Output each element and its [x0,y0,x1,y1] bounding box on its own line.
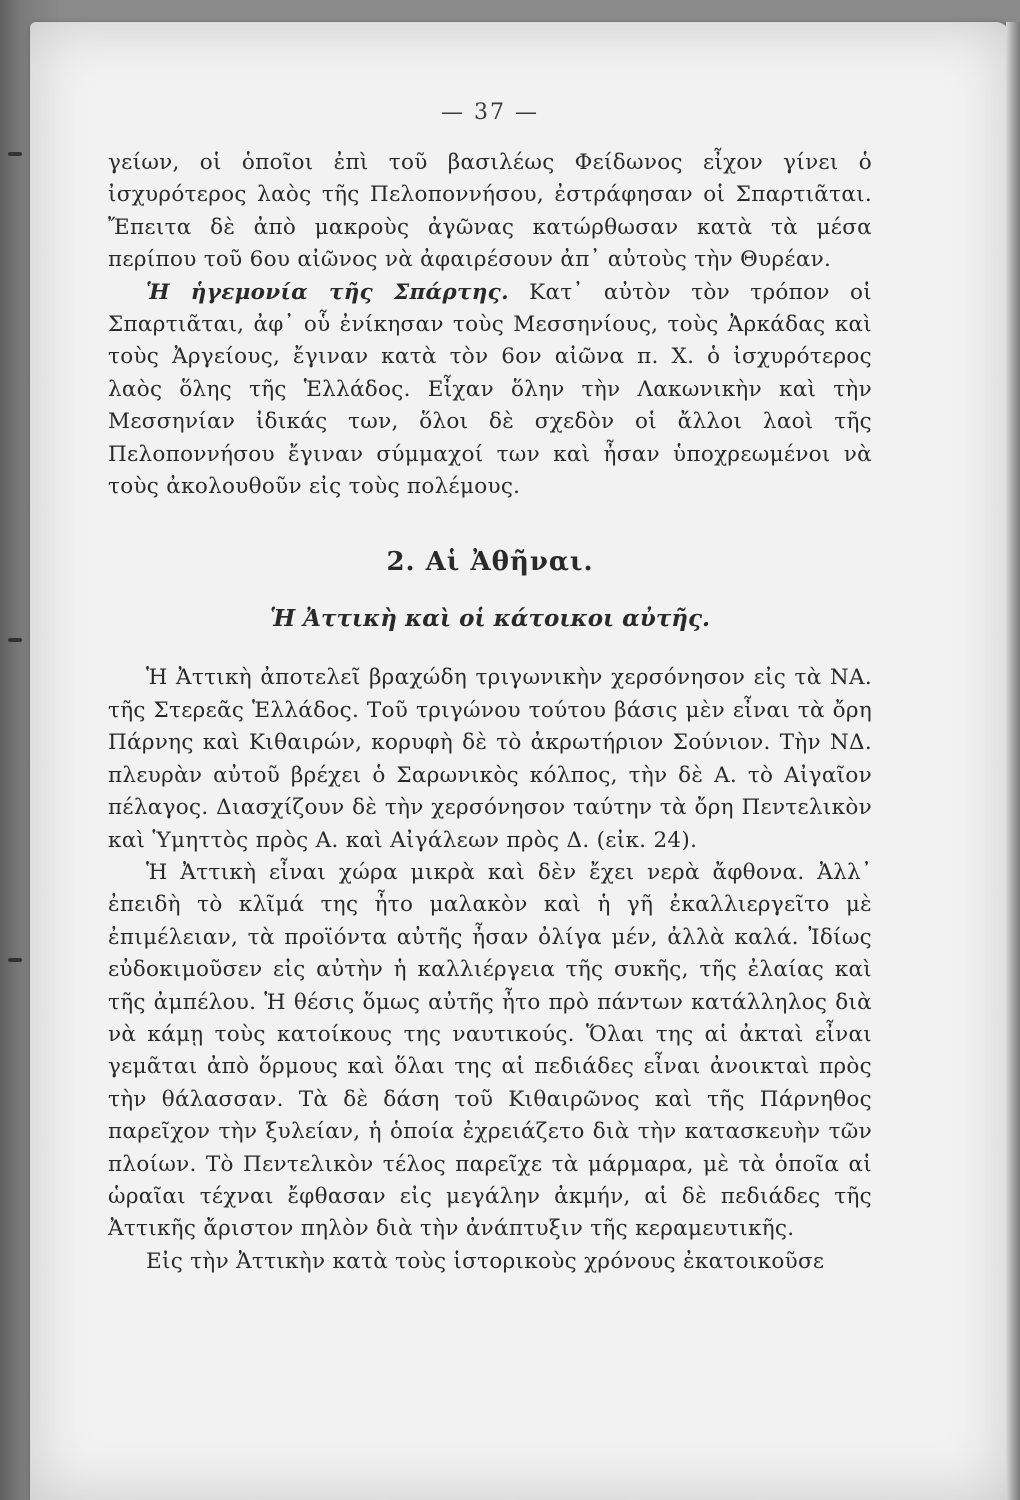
binding-mark [8,638,22,642]
hegemony-paragraph [108,277,872,504]
hegemony-heading: Ἡ ἡγεμονία τῆς Σπάρτης. [146,279,509,305]
intro-paragraph: γείων, οἱ ὁποῖοι ἐπὶ τοῦ βασιλέως Φείδωνος εἶχον γίνει ὁ ἰσχυρότερος λαὸς τῆς Πελοποννήσου, ἐστράφησαν οἱ Σπαρτιᾶται. Ἔπειτα δὲ ἀπὸ μακροὺς ἀγῶνας κατώρθωσαν κατὰ τὰ μέσα περίπου τοῦ 6ου αἰῶνος νὰ ἀφαιρέσουν ἀπ᾽ αὐτοὺς τὴν Θυρέαν. [108,150,872,273]
section-title: 2. Αἱ Ἀθῆναι. [386,547,594,578]
page-content [108,100,872,1278]
binding-mark [8,958,22,962]
subsection-title: Ἡ Ἀττικὴ καὶ οἱ κάτοικοι αὐτῆς. [269,605,711,633]
attica-paragraph-3: Εἰς τὴν Ἀττικὴν κατὰ τοὺς ἱστορικοὺς χρόνους ἐκατοικοῦσε [146,1248,825,1274]
hegemony-text: Κατ᾽ αὐτὸν τὸν τρόπον οἱ Σπαρτιᾶται, ἀφ᾽ οὗ ἐνίκησαν τοὺς Μεσσηνίους, τοὺς Ἀρκάδας καὶ τοὺς Ἀργείους, ἔγιναν κατὰ τὸν 6ον αἰῶνα π. Χ. ὁ ἰσχυρότερος λαὸς ὅλης τῆς Ἑλλάδος. Εἶχαν ὅλην τὴν Λακωνικὴν καὶ τὴν Μεσσηνίαν ἰδικάς των, ὅλοι δὲ σχεδὸν οἱ ἄλλοι λαοὶ τῆς Πελοποννήσου ἔγιναν σύμμαχοί των καὶ ἦσαν ὑποχρεωμένοι νὰ τοὺς ἀκολουθοῦν εἰς τοὺς πολέμους. [108,279,872,500]
attica-paragraph-2: Ἡ Ἀττικὴ εἶναι χώρα μικρὰ καὶ δὲν ἔχει νερὰ ἄφθονα. Ἀλλ᾽ ἐπειδὴ τὸ κλῖμά της ἦτο μαλακὸν καὶ ἡ γῆ ἐκαλλιεργεῖτο μὲ ἐπιμέλειαν, τὰ προϊόντα αὐτῆς ἦσαν ὀλίγα μέν, ἀλλὰ καλά. Ἰδίως εὐδοκιμοῦσεν εἰς αὐτὴν ἡ καλλιέργεια τῆς συκῆς, τῆς ἐλαίας καὶ τῆς ἀμπέλου. Ἡ θέσις ὅμως αὐτῆς ἦτο πρὸ πάντων κατάλληλος διὰ νὰ κάμῃ τοὺς κατοίκους της ναυτικούς. Ὅλαι της αἱ ἀκταὶ εἶναι γεμᾶται ἀπὸ ὅρμους καὶ ὅλαι της αἱ πεδιάδες εἶναι ἀνοικταὶ πρὸς τὴν θάλασσαν. Τὰ δὲ δάση τοῦ Κιθαιρῶνος καὶ τῆς Πάρνηθος παρεῖχον τὴν ξυλείαν, ἡ ὁποία ἐχρειάζετο διὰ τὴν κατασκευὴν τῶν πλοίων. Τὸ Πεντελικὸν τέλος παρεῖχε τὰ μάρμαρα, μὲ τὰ ὁποῖα αἱ ὡραῖαι τέχναι ἔφθασαν εἰς μεγάλην ἀκμήν, αἱ δὲ πεδιάδες τῆς Ἀττικῆς ἄριστον πηλὸν διὰ τὴν ἀνάπτυξιν τῆς κεραμευτικῆς. [108,859,872,1242]
attica-paragraph-1: Ἡ Ἀττικὴ ἀποτελεῖ βραχώδη τριγωνικὴν χερσόνησον εἰς τὰ ΝΑ. τῆς Στερεᾶς Ἑλλάδος. Τοῦ τριγώνου τούτου βάσις μὲν εἶναι τὰ ὄρη Πάρνης καὶ Κιθαιρών, κορυφὴ δὲ τὸ ἀκρωτήριον Σούνιον. Τὴν ΝΔ. πλευρὰν αὐτοῦ βρέχει ὁ Σαρωνικὸς κόλπος, τὴν δὲ Α. τὸ Αἰγαῖον πέλαγος. Διασχίζουν δὲ τὴν χερσόνησον ταύτην τὰ ὄρη Πεντελικὸν καὶ Ὑμηττὸς πρὸς Α. καὶ Αἰγάλεων πρὸς Δ. (εἰκ. 24). [108,665,872,853]
page-number: — 37 — [441,100,539,125]
binding-mark [8,152,22,156]
page-edge [1006,22,1020,1500]
